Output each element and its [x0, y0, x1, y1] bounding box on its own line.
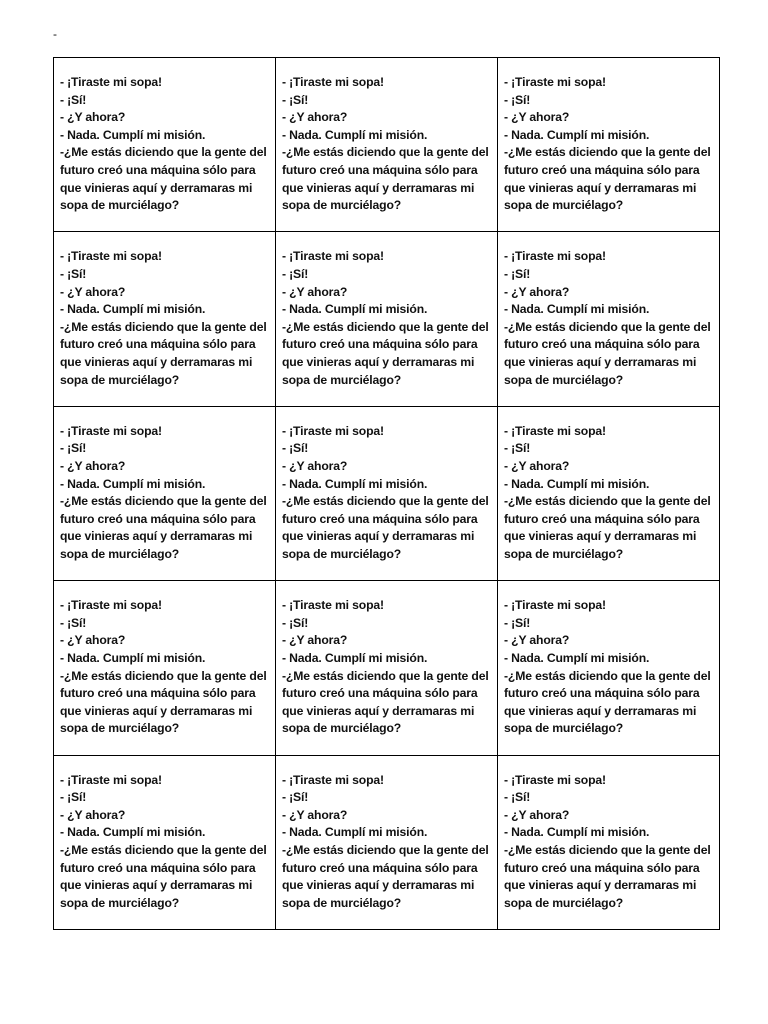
- dialogue-card: [276, 232, 498, 406]
- dialogue-line: - ¡Sí!: [504, 92, 531, 107]
- dialogue-line: - ¡Sí!: [60, 92, 87, 107]
- dialogue-line: -¿Me estás diciendo que la gente del: [282, 842, 489, 857]
- dialogue-line: - ¡Sí!: [282, 790, 309, 805]
- dialogue-line: - Nada. Cumplí mi misión.: [60, 127, 206, 142]
- dialogue-line: -¿Me estás diciendo que la gente del: [60, 842, 267, 857]
- dialogue-line: - ¿Y ahora?: [282, 633, 348, 648]
- dialogue-line: - ¿Y ahora?: [504, 633, 570, 648]
- dialogue-line: sopa de murciélago?: [282, 546, 402, 561]
- dialogue-line: -¿Me estás diciendo que la gente del: [282, 668, 489, 683]
- dialogue-line: futuro creó una máquina sólo para: [504, 860, 700, 875]
- dialogue-card: [54, 406, 276, 580]
- dialogue-line: - Nada. Cumplí mi misión.: [504, 127, 650, 142]
- dialogue-line: - ¡Sí!: [282, 615, 309, 630]
- dialogue-line: futuro creó una máquina sólo para: [60, 511, 256, 526]
- dialogue-line: - ¡Sí!: [282, 441, 309, 456]
- dialogue-line: - Nada. Cumplí mi misión.: [60, 650, 206, 665]
- dialogue-line: -¿Me estás diciendo que la gente del: [60, 319, 267, 334]
- dialogue-line: que vinieras aquí y derramaras mi: [282, 354, 475, 369]
- dialogue-line: - ¡Sí!: [60, 790, 87, 805]
- dialogue-line: futuro creó una máquina sólo para: [282, 860, 478, 875]
- dialogue-line: que vinieras aquí y derramaras mi: [504, 354, 697, 369]
- dialogue-card: [276, 581, 498, 755]
- dialogue-line: sopa de murciélago?: [60, 895, 180, 910]
- dialogue-line: que vinieras aquí y derramaras mi: [60, 180, 253, 195]
- card-row: [54, 581, 720, 755]
- dialogue-card: [276, 406, 498, 580]
- dialogue-card-grid: [53, 57, 720, 930]
- dialogue-line: futuro creó una máquina sólo para: [282, 337, 478, 352]
- dialogue-line: sopa de murciélago?: [504, 198, 624, 213]
- dialogue-line: sopa de murciélago?: [282, 372, 402, 387]
- dialogue-line: - Nada. Cumplí mi misión.: [504, 476, 650, 491]
- dialogue-line: - Nada. Cumplí mi misión.: [60, 302, 206, 317]
- dialogue-line: - ¡Sí!: [282, 92, 309, 107]
- dialogue-line: - ¡Tiraste mi sopa!: [504, 772, 606, 787]
- dialogue-line: - ¡Tiraste mi sopa!: [504, 423, 606, 438]
- dialogue-line: - Nada. Cumplí mi misión.: [60, 825, 206, 840]
- page-dash-mark: -: [53, 27, 57, 41]
- dialogue-line: - ¡Tiraste mi sopa!: [504, 598, 606, 613]
- dialogue-line: - ¡Tiraste mi sopa!: [60, 75, 162, 89]
- dialogue-card: [54, 755, 276, 929]
- dialogue-line: que vinieras aquí y derramaras mi: [60, 878, 253, 893]
- dialogue-line: - ¿Y ahora?: [60, 110, 126, 125]
- dialogue-line: - ¡Tiraste mi sopa!: [282, 598, 384, 613]
- dialogue-line: futuro creó una máquina sólo para: [282, 162, 478, 177]
- card-row: [54, 406, 720, 580]
- dialogue-card: [54, 58, 276, 232]
- dialogue-line: -¿Me estás diciendo que la gente del: [282, 494, 489, 509]
- dialogue-line: que vinieras aquí y derramaras mi: [504, 529, 697, 544]
- dialogue-card: [276, 755, 498, 929]
- dialogue-line: - ¿Y ahora?: [60, 807, 126, 822]
- dialogue-line: -¿Me estás diciendo que la gente del: [60, 145, 267, 160]
- dialogue-line: sopa de murciélago?: [504, 895, 624, 910]
- dialogue-line: - ¡Tiraste mi sopa!: [282, 772, 384, 787]
- dialogue-card: [54, 232, 276, 406]
- dialogue-line: futuro creó una máquina sólo para: [504, 686, 700, 701]
- dialogue-line: - ¿Y ahora?: [282, 110, 348, 125]
- dialogue-card: [498, 406, 720, 580]
- dialogue-line: que vinieras aquí y derramaras mi: [282, 703, 475, 718]
- dialogue-card: [498, 58, 720, 232]
- dialogue-line: - ¿Y ahora?: [282, 807, 348, 822]
- dialogue-line: que vinieras aquí y derramaras mi: [282, 878, 475, 893]
- dialogue-line: - Nada. Cumplí mi misión.: [60, 476, 206, 491]
- dialogue-line: - ¡Tiraste mi sopa!: [60, 598, 162, 613]
- dialogue-line: que vinieras aquí y derramaras mi: [60, 354, 253, 369]
- dialogue-line: -¿Me estás diciendo que la gente del: [60, 668, 267, 683]
- dialogue-line: - ¡Tiraste mi sopa!: [504, 249, 606, 264]
- dialogue-line: sopa de murciélago?: [60, 546, 180, 561]
- dialogue-line: futuro creó una máquina sólo para: [504, 337, 700, 352]
- dialogue-line: - ¿Y ahora?: [504, 110, 570, 125]
- card-grid-body: [54, 58, 720, 930]
- dialogue-line: que vinieras aquí y derramaras mi: [504, 703, 697, 718]
- dialogue-line: - ¡Sí!: [504, 266, 531, 281]
- dialogue-line: que vinieras aquí y derramaras mi: [282, 180, 475, 195]
- card-row: [54, 58, 720, 232]
- dialogue-line: futuro creó una máquina sólo para: [282, 511, 478, 526]
- dialogue-line: - ¡Sí!: [504, 441, 531, 456]
- dialogue-line: -¿Me estás diciendo que la gente del: [504, 145, 711, 160]
- dialogue-line: - ¡Tiraste mi sopa!: [60, 423, 162, 438]
- dialogue-line: - ¡Sí!: [504, 615, 531, 630]
- dialogue-line: -¿Me estás diciendo que la gente del: [504, 842, 711, 857]
- dialogue-line: futuro creó una máquina sólo para: [60, 162, 256, 177]
- dialogue-line: que vinieras aquí y derramaras mi: [504, 180, 697, 195]
- dialogue-line: - Nada. Cumplí mi misión.: [282, 476, 428, 491]
- dialogue-card: [276, 58, 498, 232]
- dialogue-line: - ¡Sí!: [282, 266, 309, 281]
- dialogue-line: futuro creó una máquina sólo para: [60, 686, 256, 701]
- dialogue-line: - ¿Y ahora?: [282, 284, 348, 299]
- dialogue-line: - ¡Sí!: [504, 790, 531, 805]
- dialogue-line: sopa de murciélago?: [282, 198, 402, 213]
- dialogue-line: - ¡Sí!: [60, 615, 87, 630]
- dialogue-line: - ¡Tiraste mi sopa!: [504, 75, 606, 89]
- dialogue-line: -¿Me estás diciendo que la gente del: [504, 668, 711, 683]
- dialogue-card: [498, 232, 720, 406]
- dialogue-line: - ¿Y ahora?: [504, 458, 570, 473]
- dialogue-line: - ¡Tiraste mi sopa!: [60, 772, 162, 787]
- dialogue-line: futuro creó una máquina sólo para: [282, 686, 478, 701]
- dialogue-line: - ¡Tiraste mi sopa!: [282, 423, 384, 438]
- dialogue-line: -¿Me estás diciendo que la gente del: [282, 145, 489, 160]
- dialogue-line: - Nada. Cumplí mi misión.: [282, 302, 428, 317]
- dialogue-line: - ¿Y ahora?: [60, 633, 126, 648]
- dialogue-line: - ¡Sí!: [60, 441, 87, 456]
- dialogue-line: - Nada. Cumplí mi misión.: [282, 825, 428, 840]
- dialogue-line: futuro creó una máquina sólo para: [504, 511, 700, 526]
- dialogue-card: [498, 581, 720, 755]
- dialogue-line: - ¡Tiraste mi sopa!: [282, 249, 384, 264]
- dialogue-line: - ¿Y ahora?: [282, 458, 348, 473]
- dialogue-line: - ¿Y ahora?: [60, 458, 126, 473]
- dialogue-line: sopa de murciélago?: [60, 372, 180, 387]
- dialogue-line: - ¿Y ahora?: [504, 284, 570, 299]
- dialogue-card: [498, 755, 720, 929]
- dialogue-line: sopa de murciélago?: [282, 895, 402, 910]
- dialogue-line: sopa de murciélago?: [504, 372, 624, 387]
- dialogue-line: sopa de murciélago?: [60, 198, 180, 213]
- dialogue-line: que vinieras aquí y derramaras mi: [60, 703, 253, 718]
- dialogue-line: que vinieras aquí y derramaras mi: [504, 878, 697, 893]
- dialogue-line: futuro creó una máquina sólo para: [60, 337, 256, 352]
- card-row: [54, 755, 720, 929]
- dialogue-line: - Nada. Cumplí mi misión.: [504, 302, 650, 317]
- dialogue-line: - ¡Sí!: [60, 266, 87, 281]
- dialogue-line: - Nada. Cumplí mi misión.: [504, 825, 650, 840]
- dialogue-line: - Nada. Cumplí mi misión.: [504, 650, 650, 665]
- dialogue-line: -¿Me estás diciendo que la gente del: [282, 319, 489, 334]
- dialogue-line: - ¿Y ahora?: [60, 284, 126, 299]
- dialogue-line: - ¡Tiraste mi sopa!: [282, 75, 384, 89]
- dialogue-line: -¿Me estás diciendo que la gente del: [504, 494, 711, 509]
- dialogue-line: - Nada. Cumplí mi misión.: [282, 127, 428, 142]
- dialogue-line: que vinieras aquí y derramaras mi: [282, 529, 475, 544]
- dialogue-line: futuro creó una máquina sólo para: [60, 860, 256, 875]
- dialogue-line: sopa de murciélago?: [504, 721, 624, 736]
- dialogue-line: que vinieras aquí y derramaras mi: [60, 529, 253, 544]
- dialogue-line: -¿Me estás diciendo que la gente del: [60, 494, 267, 509]
- dialogue-line: - Nada. Cumplí mi misión.: [282, 650, 428, 665]
- dialogue-line: sopa de murciélago?: [282, 721, 402, 736]
- card-row: [54, 232, 720, 406]
- dialogue-card: [54, 581, 276, 755]
- dialogue-line: sopa de murciélago?: [60, 721, 180, 736]
- dialogue-line: futuro creó una máquina sólo para: [504, 162, 700, 177]
- dialogue-line: - ¿Y ahora?: [504, 807, 570, 822]
- dialogue-line: sopa de murciélago?: [504, 546, 624, 561]
- dialogue-line: -¿Me estás diciendo que la gente del: [504, 319, 711, 334]
- dialogue-line: - ¡Tiraste mi sopa!: [60, 249, 162, 264]
